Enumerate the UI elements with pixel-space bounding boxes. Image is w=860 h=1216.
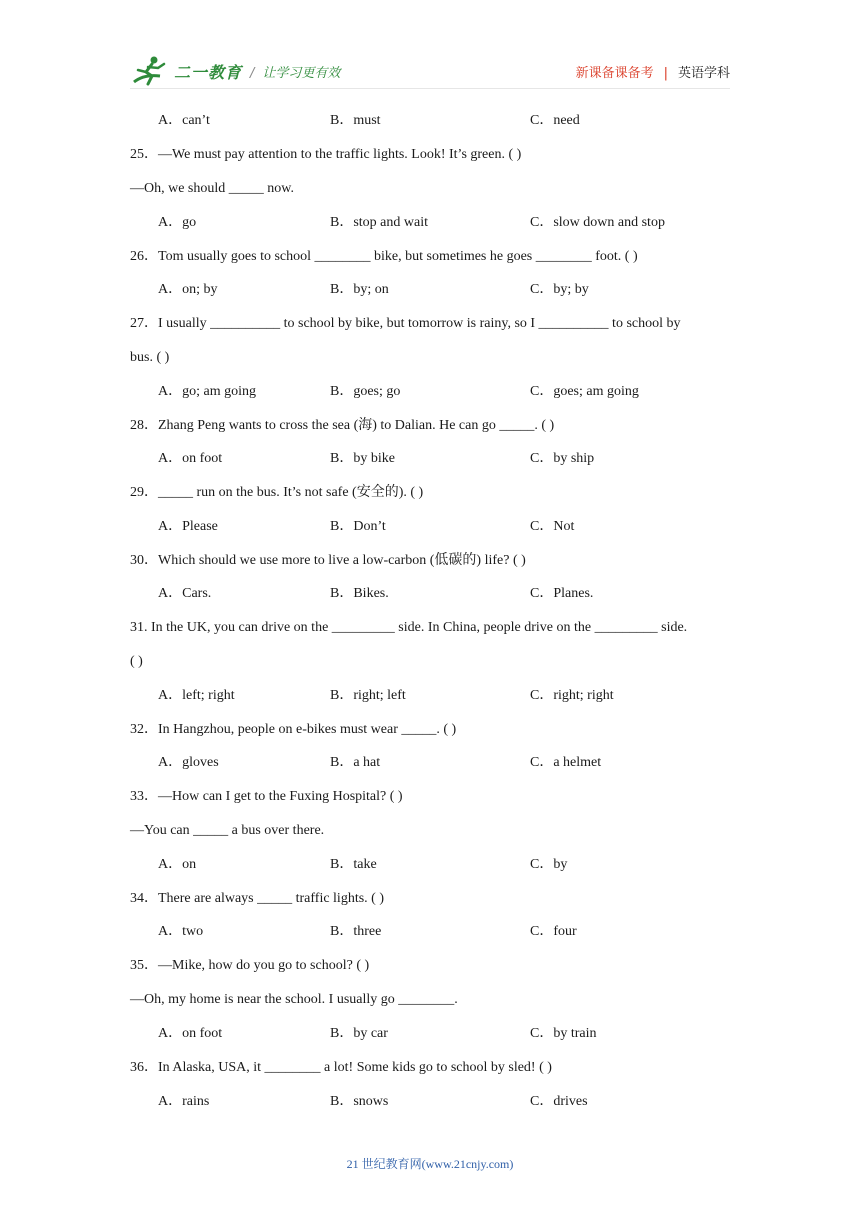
q33-options <box>130 857 730 873</box>
logo <box>130 54 242 88</box>
q33-stem-2: —You can _____ a bus over there. <box>130 823 325 838</box>
option-a: A．Please <box>158 519 218 534</box>
header-subject-name: 英语学科 <box>677 66 730 81</box>
option-c: C．by ship <box>530 451 595 466</box>
q30-options <box>130 586 730 602</box>
q36-options <box>130 1094 730 1110</box>
option-b: B．stop and wait <box>330 215 428 230</box>
option-b: B．right; left <box>330 688 406 703</box>
slogan-slash: / <box>250 66 255 81</box>
q29-stem: 29．_____ run on the bus. It’s not safe (安全的). ( ) <box>130 485 424 500</box>
option-b: B．Bikes. <box>330 586 389 601</box>
q29-options <box>130 519 730 535</box>
q35-options <box>130 1026 730 1042</box>
q35-stem: 35．—Mike, how do you go to school? ( ) <box>130 958 370 973</box>
option-b: B．Don’t <box>330 519 386 534</box>
q24-options <box>130 113 730 129</box>
option-b: B．by bike <box>330 451 395 466</box>
q25-options <box>130 215 730 231</box>
option-a: A．on foot <box>158 451 223 466</box>
option-a: A．two <box>158 924 204 939</box>
option-c: C．right; right <box>530 688 614 703</box>
option-a: A．go <box>158 215 197 230</box>
option-a: A．on <box>158 857 197 872</box>
q27-options <box>130 384 730 400</box>
option-c: C．by train <box>530 1026 597 1041</box>
q25-stem: 25．—We must pay attention to the traffic lights. Look! It’s green. ( ) <box>130 147 522 162</box>
q36-stem: 36．In Alaska, USA, it ________ a lot! Some kids go to school by sled! ( ) <box>130 1060 552 1075</box>
q27-stem: 27．I usually __________ to school by bike, but tomorrow is rainy, so I __________ to school by <box>130 316 681 331</box>
q31-stem: 31. In the UK, you can drive on the _________ side. In China, people drive on the _________ side. <box>130 620 688 635</box>
option-c: C．by; by <box>530 282 589 297</box>
q32-stem: 32．In Hangzhou, people on e-bikes must wear _____. ( ) <box>130 722 457 737</box>
slogan <box>250 62 340 81</box>
option-a: A．on; by <box>158 282 218 297</box>
option-b: B．by car <box>330 1026 388 1041</box>
q25-stem-2: —Oh, we should _____ now. <box>130 181 294 196</box>
option-c: C．a helmet <box>530 755 602 770</box>
option-c: C．need <box>530 113 580 128</box>
option-b: B．by; on <box>330 282 389 297</box>
q26-options <box>130 282 730 298</box>
q28-options <box>130 451 730 467</box>
option-c: C．Not <box>530 519 575 534</box>
option-b: B．three <box>330 924 382 939</box>
option-c: C．goes; am going <box>530 384 639 399</box>
q34-options <box>130 924 730 940</box>
option-a: A．left; right <box>158 688 235 703</box>
option-a: A．gloves <box>158 755 219 770</box>
option-c: C．four <box>530 924 577 939</box>
q33-stem: 33．—How can I get to the Fuxing Hospital? ( ) <box>130 789 403 804</box>
option-a: A．Cars. <box>158 586 212 601</box>
q30-stem: 30．Which should we use more to live a low-carbon (低碳的) life? ( ) <box>130 553 526 568</box>
q26-stem: 26．Tom usually goes to school ________ bike, but sometimes he goes ________ foot. ( ) <box>130 249 638 264</box>
q34-stem: 34．There are always _____ traffic lights. ( ) <box>130 891 384 906</box>
header-separator: | <box>663 66 668 81</box>
option-b: B．must <box>330 113 381 128</box>
q28-stem: 28．Zhang Peng wants to cross the sea (海) to Dalian. He can go _____. ( ) <box>130 418 555 433</box>
option-c: C．drives <box>530 1094 588 1109</box>
q32-options <box>130 755 730 771</box>
option-b: B．a hat <box>330 755 381 770</box>
logo-text: 二一教育 <box>174 62 243 82</box>
header-tagline: 新课备课备考 <box>575 66 654 81</box>
option-b: B．snows <box>330 1094 389 1109</box>
slogan-text: 让学习更有效 <box>262 66 341 81</box>
q31-options <box>130 688 730 704</box>
option-a: A．rains <box>158 1094 210 1109</box>
header-subject <box>576 62 730 81</box>
option-a: A．on foot <box>158 1026 223 1041</box>
page-footer: 21 世纪教育网(www.21cnjy.com) <box>346 1157 514 1171</box>
option-c: C．slow down and stop <box>530 215 665 230</box>
option-c: C．Planes. <box>530 586 594 601</box>
option-b: B．goes; go <box>330 384 401 399</box>
option-a: A．go; am going <box>158 384 256 399</box>
page-header <box>130 54 730 88</box>
option-b: B．take <box>330 857 377 872</box>
option-c: C．by <box>530 857 568 872</box>
q35-stem-2: —Oh, my home is near the school. I usually go ________. <box>130 992 458 1007</box>
header-divider <box>130 88 730 89</box>
runner-logo-icon <box>130 54 172 88</box>
option-a: A．can’t <box>158 113 210 128</box>
q31-stem-2: ( ) <box>130 654 143 669</box>
q27-stem-2: bus. ( ) <box>130 350 170 365</box>
